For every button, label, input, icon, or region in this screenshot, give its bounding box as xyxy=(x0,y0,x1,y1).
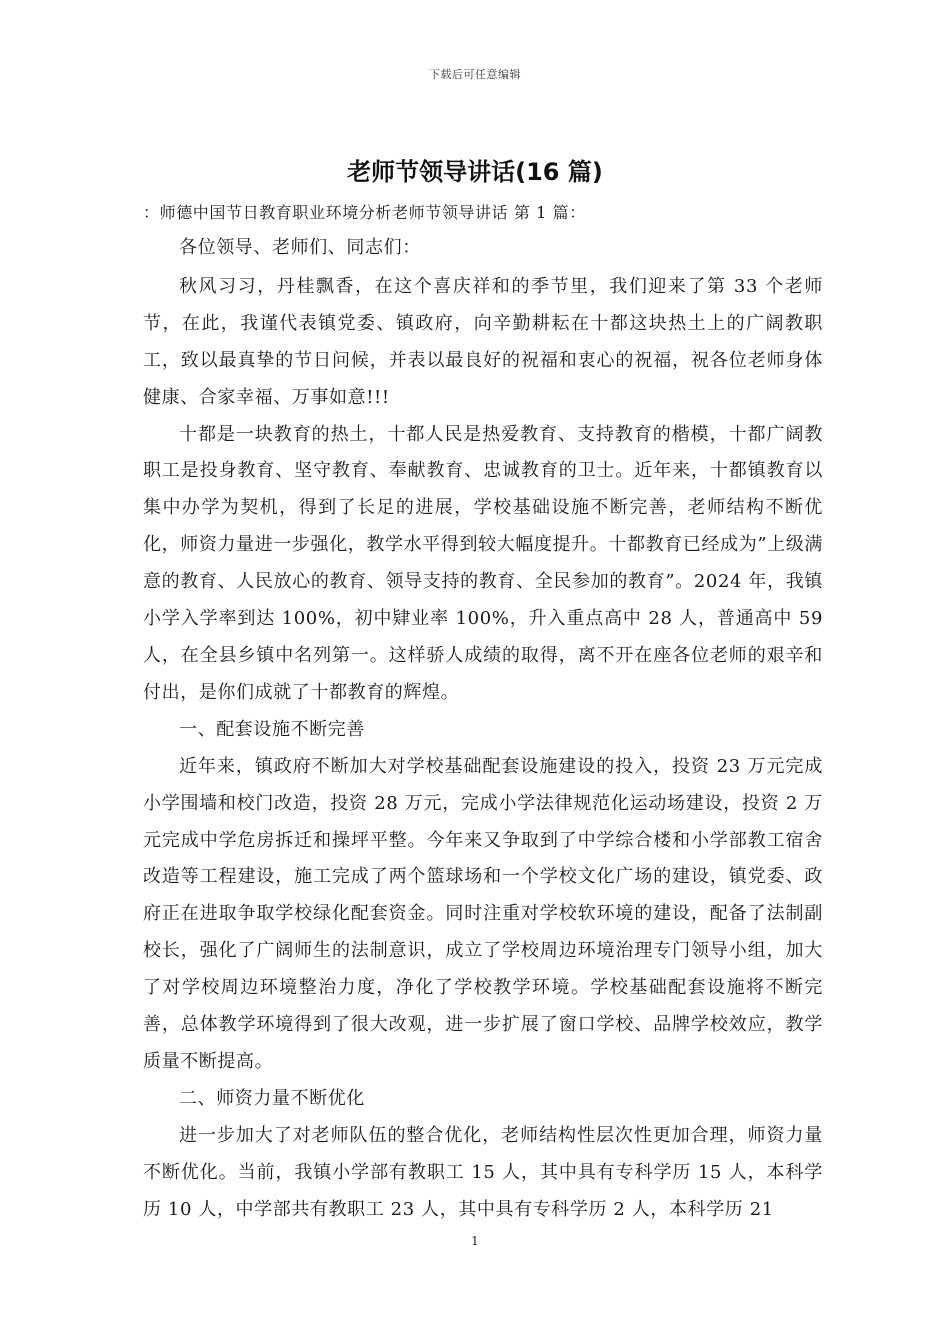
section-heading: 二、师资力量不断优化 xyxy=(179,1087,365,1109)
paragraph: 近年来，镇政府不断加大对学校基础配套设施建设的投入，投资 23 万元完成小学围墙和校门改造，投资 28 万元，完成小学法律规范化运动场建设，投资 2 万元完成中学危房拆迁和操坪平整。今年来又争取到了中学综合楼和小学部教工宿舍改造等工程建设，施工完成了两个篮球场和一个学校文化广场的建设，镇党委、政府正在进取争取学校绿化配套资金。同时注重对学校软环境的建设，配备了法制副校长，强化了广阔师生的法制意识，成立了学校周边环境治理专门领导小组，加大了对学校周边环境整治力度，净化了学校教学环境。学校基础配套设施将不断完善，总体教学环境得到了很大改观，进一步扩展了窗口学校、品牌学校效应，教学质量不断提高。 xyxy=(143,755,823,1072)
page-number: 1 xyxy=(471,1234,479,1248)
paragraph: 十都是一块教育的热土，十都人民是热爱教育、支持教育的楷模，十都广阔教职工是投身教育、坚守教育、奉献教育、忠诚教育的卫士。近年来，十都镇教育以集中办学为契机，得到了长足的进展，学校基础设施不断完善，老师结构不断优化，师资力量进一步强化，教学水平得到较大幅度提升。十都教育已经成为”上级满意的教育、人民放心的教育、领导支持的教育、全民参加的教育”。2024 年，我镇小学入学率到达 100%，初中肄业率 100%，升入重点高中 28 人，普通高中 59 人，在全县乡镇中名列第一。这样骄人成绩的取得，离不开在座各位老师的艰辛和付出，是你们成就了十都教育的辉煌。 xyxy=(143,423,823,703)
paragraph: 秋风习习，丹桂飘香，在这个喜庆祥和的季节里，我们迎来了第 33 个老师节，在此，我谨代表镇党委、镇政府，向辛勤耕耘在十都这块热土上的广阔教职工，致以最真挚的节日问候，并表以最良好的祝福和衷心的祝福，祝各位老师身体健康、合家幸福、万事如意!!! xyxy=(143,275,823,408)
paragraph-greeting: 各位领导、老师们、同志们： xyxy=(179,237,421,258)
header-note: 下载后可任意编辑 xyxy=(429,68,521,81)
paragraph: 进一步加大了对老师队伍的整合优化，老师结构性层次性更加合理，师资力量不断优化。当前，我镇小学部有教职工 15 人，其中具有专科学历 15 人，本科学历 10 人，中学部共有教职工 23 人，其中具有专科学历 2 人，本科学历 21 xyxy=(143,1124,823,1220)
section-heading: 一、配套设施不断完善 xyxy=(179,718,365,740)
document-title: 老师节领导讲话(16 篇) xyxy=(347,158,603,186)
document-body xyxy=(143,198,823,1228)
document-subtitle: ：师德中国节日教育职业环境分析老师节领导讲话 第 1 篇： xyxy=(143,203,586,222)
